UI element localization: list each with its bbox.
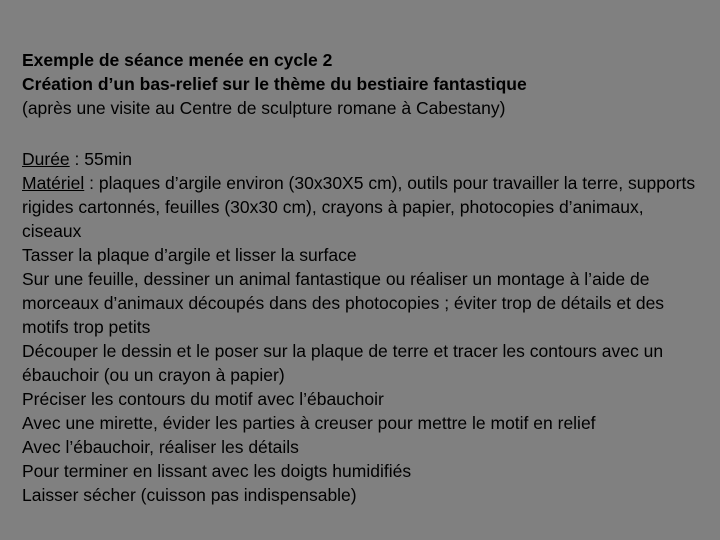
slide-header	[22, 48, 702, 120]
materials-line	[22, 171, 702, 243]
duration-value: : 55min	[69, 149, 132, 169]
step-item: Laisser sécher (cuisson pas indispensable)	[22, 485, 357, 505]
slide-context: (après une visite au Centre de sculpture romane à Cabestany)	[22, 98, 506, 118]
duration-line	[22, 147, 702, 171]
step-item: Avec l’ébauchoir, réaliser les détails	[22, 437, 299, 457]
materials-value: : plaques d’argile environ (30x30X5 cm), outils pour travailler la terre, supports rigides cartonnés, feuilles (30x30 cm), crayons à papier, photocopies d’animaux, ciseaux	[22, 173, 696, 241]
duration-label: Durée	[22, 149, 70, 169]
materials-label: Matériel	[22, 173, 85, 193]
slide-body	[22, 147, 702, 507]
step-item: Avec une mirette, évider les parties à creuser pour mettre le motif en relief	[22, 413, 596, 433]
step-item: Préciser les contours du motif avec l’ébauchoir	[22, 389, 384, 409]
slide-subtitle: Création d’un bas-relief sur le thème du bestiaire fantastique	[22, 74, 527, 94]
step-item: Sur une feuille, dessiner un animal fantastique ou réaliser un montage à l’aide de morceaux d’animaux découpés dans des photocopies ; éviter trop de détails et des motifs trop petits	[22, 269, 665, 337]
step-item: Tasser la plaque d’argile et lisser la surface	[22, 245, 357, 265]
slide-title: Exemple de séance menée en cycle 2	[22, 50, 333, 70]
step-item: Découper le dessin et le poser sur la plaque de terre et tracer les contours avec un ébauchoir (ou un crayon à papier)	[22, 341, 664, 385]
step-item: Pour terminer en lissant avec les doigts humidifiés	[22, 461, 412, 481]
